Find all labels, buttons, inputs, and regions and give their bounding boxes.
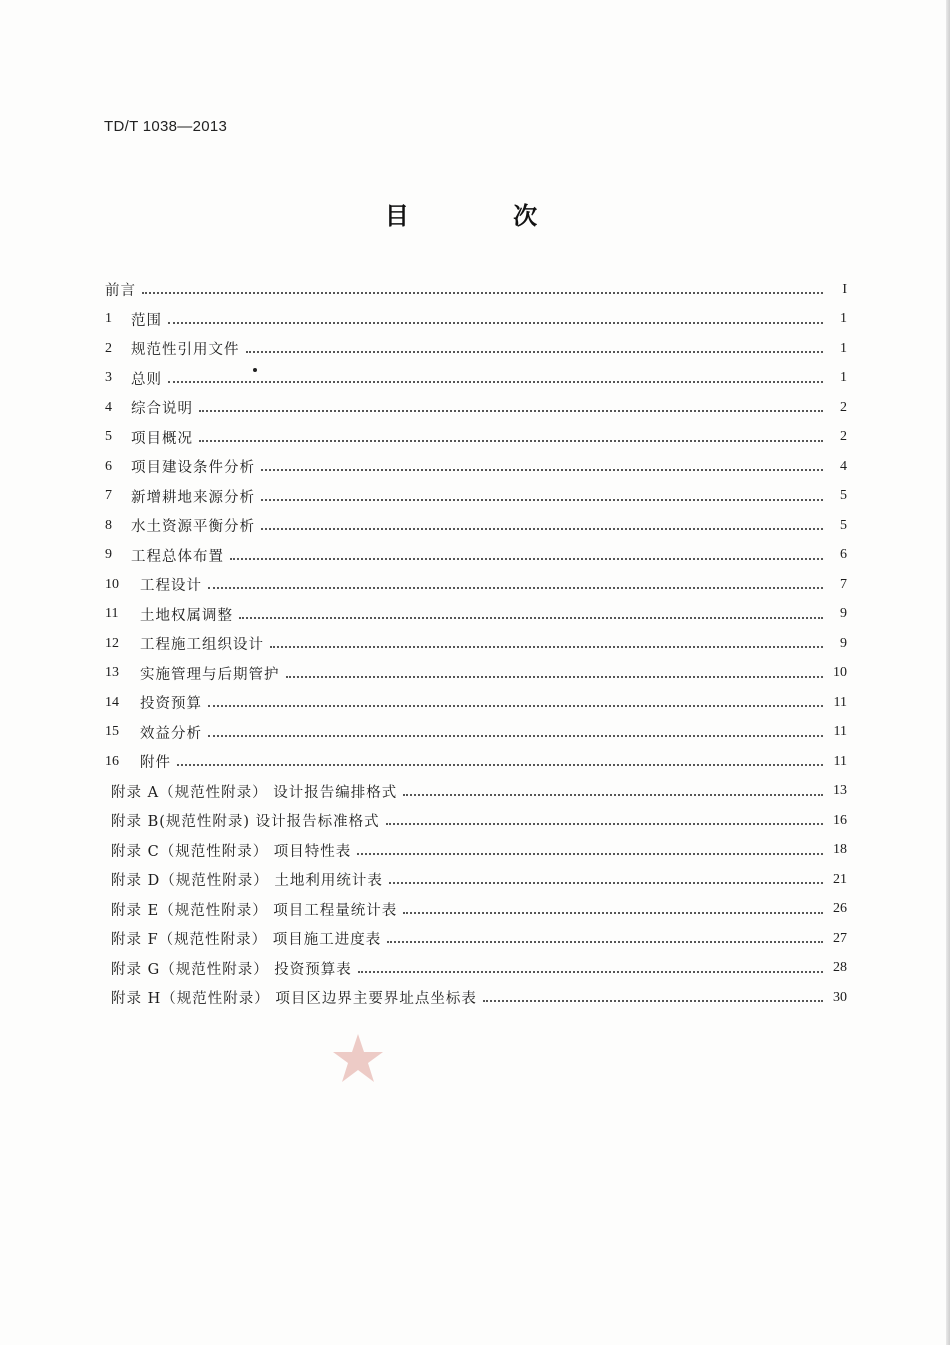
toc-entry-label: 项目概况 — [131, 430, 193, 447]
toc-entry-label: 前言 — [105, 283, 136, 300]
toc-entry[interactable] — [105, 482, 847, 512]
toc-entry-label: 规范性引用文件 — [131, 342, 240, 359]
toc-entry-number: 8 — [105, 517, 112, 533]
toc-entry-page: 21 — [833, 871, 847, 887]
toc-entry-page: 6 — [840, 547, 847, 563]
toc-entry-page: I — [842, 281, 847, 297]
toc-entry[interactable] — [105, 541, 847, 571]
toc-entry-page: 16 — [833, 812, 847, 828]
toc-entry-page: 11 — [833, 724, 847, 740]
toc-leader-dots — [199, 409, 823, 412]
toc-leader-dots — [142, 291, 823, 294]
toc-entry[interactable] — [105, 865, 847, 895]
toc-leader-dots — [168, 321, 823, 324]
toc-entry-number: 6 — [105, 458, 112, 474]
toc-entry-number: 4 — [105, 399, 112, 415]
toc-entry-page: 11 — [833, 694, 847, 710]
toc-entry-number: 3 — [105, 370, 112, 386]
faded-stamp-icon — [328, 1028, 388, 1088]
toc-entry-page: 28 — [833, 960, 847, 976]
toc-entry-page: 10 — [833, 665, 847, 681]
table-of-contents — [105, 275, 847, 1013]
toc-entry-page: 2 — [840, 429, 847, 445]
toc-entry[interactable] — [105, 924, 847, 954]
toc-leader-dots — [286, 675, 824, 678]
toc-entry-number: 16 — [105, 753, 119, 769]
toc-entry-page: 2 — [840, 399, 847, 415]
toc-entry-page: 11 — [833, 753, 847, 769]
toc-leader-dots — [177, 763, 823, 766]
toc-entry-page: 1 — [840, 311, 847, 327]
toc-leader-dots — [270, 645, 823, 648]
toc-entry[interactable] — [105, 570, 847, 600]
toc-leader-dots — [386, 822, 823, 825]
document-code: TD/T 1038—2013 — [104, 118, 228, 135]
toc-entry[interactable] — [105, 393, 847, 423]
toc-entry[interactable] — [105, 983, 847, 1013]
toc-leader-dots — [387, 940, 823, 943]
toc-entry-number: 13 — [105, 665, 119, 681]
toc-entry-label: 附录 A（规范性附录） 设计报告编排格式 — [111, 784, 398, 801]
toc-leader-dots — [357, 852, 823, 855]
toc-entry-number: 12 — [105, 635, 119, 651]
toc-entry[interactable] — [105, 688, 847, 718]
toc-entry[interactable] — [105, 275, 847, 305]
toc-entry-page: 26 — [833, 901, 847, 917]
toc-entry-number: 11 — [105, 606, 119, 622]
toc-entry[interactable] — [105, 423, 847, 453]
toc-entry-page: 9 — [840, 606, 847, 622]
toc-entry-label: 水土资源平衡分析 — [131, 519, 255, 536]
toc-entry-label: 实施管理与后期管护 — [140, 666, 280, 683]
toc-leader-dots — [261, 498, 823, 501]
toc-entry[interactable] — [105, 600, 847, 630]
toc-entry-label: 新增耕地来源分析 — [131, 489, 255, 506]
toc-leader-dots — [208, 586, 823, 589]
toc-leader-dots — [389, 881, 823, 884]
toc-entry-number: 1 — [105, 311, 112, 327]
toc-entry-label: 附录 D（规范性附录） 土地利用统计表 — [111, 873, 383, 890]
toc-leader-dots — [246, 350, 824, 353]
toc-leader-dots — [199, 439, 823, 442]
toc-entry[interactable] — [105, 777, 847, 807]
toc-entry-page: 7 — [840, 576, 847, 592]
toc-entry-page: 18 — [833, 842, 847, 858]
toc-leader-dots — [168, 380, 823, 383]
toc-entry[interactable] — [105, 629, 847, 659]
toc-leader-dots — [261, 468, 823, 471]
toc-entry[interactable] — [105, 659, 847, 689]
toc-entry[interactable] — [105, 364, 847, 394]
toc-entry-label: 土地权属调整 — [140, 607, 233, 624]
toc-entry-label: 工程总体布置 — [131, 548, 224, 565]
toc-entry-page: 4 — [840, 458, 847, 474]
toc-entry[interactable] — [105, 305, 847, 335]
toc-entry[interactable] — [105, 836, 847, 866]
toc-entry[interactable] — [105, 806, 847, 836]
toc-entry-label: 项目建设条件分析 — [131, 460, 255, 477]
toc-entry-number: 9 — [105, 547, 112, 563]
toc-entry-label: 附件 — [140, 755, 171, 772]
toc-entry-page: 1 — [840, 340, 847, 356]
toc-entry-number: 15 — [105, 724, 119, 740]
toc-entry-page: 13 — [833, 783, 847, 799]
toc-entry-page: 5 — [840, 488, 847, 504]
toc-entry[interactable] — [105, 954, 847, 984]
toc-entry-label: 附录 G（规范性附录） 投资预算表 — [111, 961, 352, 978]
toc-entry-number: 2 — [105, 340, 112, 356]
toc-entry-page: 27 — [833, 930, 847, 946]
toc-leader-dots — [230, 557, 823, 560]
toc-entry-page: 9 — [840, 635, 847, 651]
toc-leader-dots — [261, 527, 823, 530]
toc-entry-number: 10 — [105, 576, 119, 592]
toc-entry-number: 14 — [105, 694, 119, 710]
toc-entry-number: 5 — [105, 429, 112, 445]
toc-entry-label: 附录 C（规范性附录） 项目特性表 — [111, 843, 352, 860]
page-title: 目 次 — [384, 202, 586, 230]
toc-entry-label: 附录 H（规范性附录） 项目区边界主要界址点坐标表 — [111, 991, 477, 1008]
toc-leader-dots — [403, 911, 823, 914]
toc-entry[interactable] — [105, 718, 847, 748]
toc-entry[interactable] — [105, 334, 847, 364]
toc-leader-dots — [483, 999, 823, 1002]
toc-entry-page: 5 — [840, 517, 847, 533]
toc-entry-label: 工程施工组织设计 — [140, 637, 264, 654]
toc-entry-label: 范围 — [131, 312, 162, 329]
toc-entry-label: 综合说明 — [131, 401, 193, 418]
toc-entry[interactable] — [105, 452, 847, 482]
toc-leader-dots — [208, 734, 823, 737]
toc-entry-label: 附录 B(规范性附录) 设计报告标准格式 — [111, 814, 380, 831]
toc-entry-number: 7 — [105, 488, 112, 504]
toc-entry-label: 附录 E（规范性附录） 项目工程量统计表 — [111, 902, 398, 919]
toc-entry[interactable] — [105, 511, 847, 541]
toc-leader-dots — [403, 793, 823, 796]
toc-entry-label: 附录 F（规范性附录） 项目施工进度表 — [111, 932, 382, 949]
toc-leader-dots — [239, 616, 823, 619]
toc-entry-label: 效益分析 — [140, 725, 202, 742]
toc-leader-dots — [358, 970, 823, 973]
toc-entry-page: 30 — [833, 989, 847, 1005]
toc-entry-page: 1 — [840, 370, 847, 386]
toc-leader-dots — [208, 704, 823, 707]
toc-entry[interactable] — [105, 895, 847, 925]
toc-entry[interactable] — [105, 747, 847, 777]
toc-entry-label: 总则 — [131, 371, 162, 388]
toc-entry-label: 工程设计 — [140, 578, 202, 595]
toc-entry-label: 投资预算 — [140, 696, 202, 713]
